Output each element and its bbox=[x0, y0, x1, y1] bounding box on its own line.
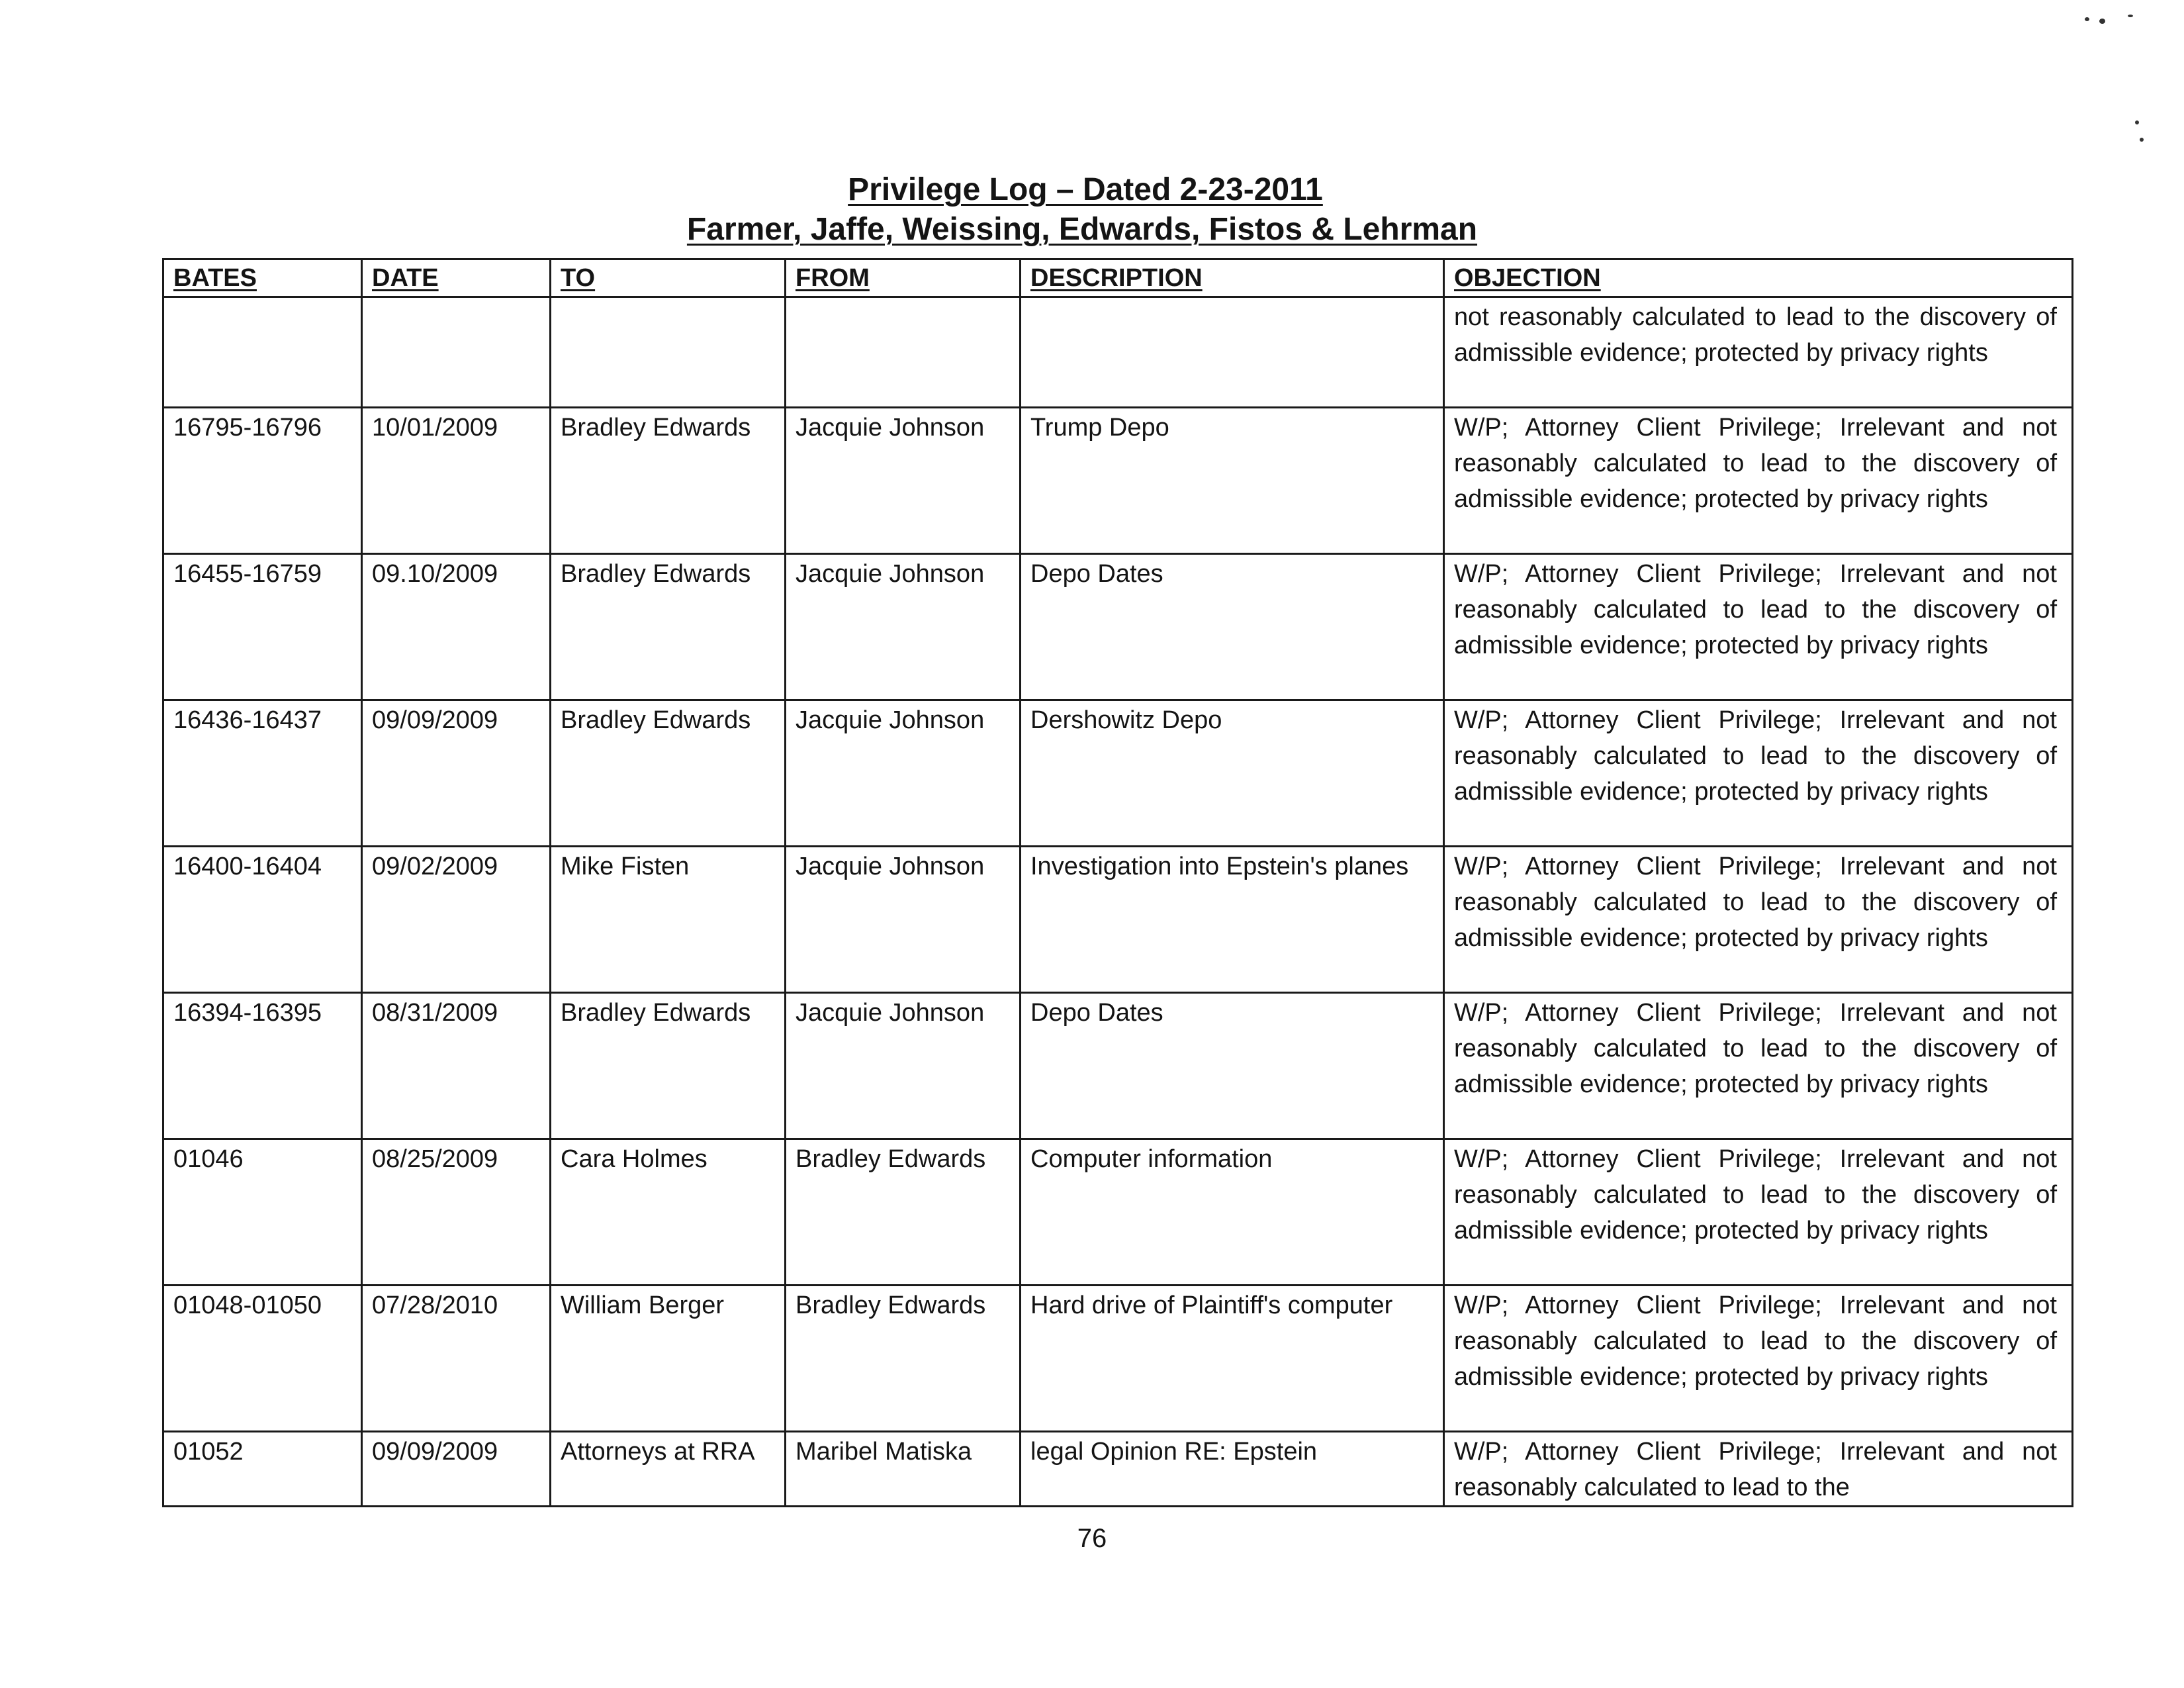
scan-speck bbox=[2128, 15, 2133, 17]
cell-bates: 16436-16437 bbox=[163, 700, 362, 847]
cell-description: Computer information bbox=[1021, 1139, 1444, 1286]
cell-bates: 01046 bbox=[163, 1139, 362, 1286]
cell-description: Investigation into Epstein's planes bbox=[1021, 847, 1444, 993]
column-header-objection: OBJECTION bbox=[1444, 259, 2073, 297]
cell-from: Bradley Edwards bbox=[786, 1286, 1021, 1432]
cell-to: William Berger bbox=[551, 1286, 786, 1432]
cell-from: Jacquie Johnson bbox=[786, 408, 1021, 554]
cell-date: 08/31/2009 bbox=[362, 993, 551, 1139]
page-number: 76 bbox=[1077, 1524, 1107, 1553]
scan-speck bbox=[2085, 17, 2089, 21]
cell-from bbox=[786, 297, 1021, 408]
cell-bates: 01048-01050 bbox=[163, 1286, 362, 1432]
cell-to: Mike Fisten bbox=[551, 847, 786, 993]
cell-to bbox=[551, 297, 786, 408]
cell-to: Attorneys at RRA bbox=[551, 1432, 786, 1507]
cell-objection: W/P; Attorney Client Privilege; Irrelevant and not reasonably calculated to lead to the discovery of admissible evidence; protected by privacy rights bbox=[1444, 847, 2073, 993]
cell-from: Jacquie Johnson bbox=[786, 847, 1021, 993]
table-row bbox=[163, 1139, 2073, 1286]
cell-description: Depo Dates bbox=[1021, 993, 1444, 1139]
table-row bbox=[163, 1432, 2073, 1507]
cell-bates: 16455-16759 bbox=[163, 554, 362, 700]
cell-objection: W/P; Attorney Client Privilege; Irrelevant and not reasonably calculated to lead to the discovery of admissible evidence; protected by privacy rights bbox=[1444, 1139, 2073, 1286]
cell-from: Jacquie Johnson bbox=[786, 554, 1021, 700]
scan-speck bbox=[2135, 120, 2139, 124]
cell-to: Cara Holmes bbox=[551, 1139, 786, 1286]
cell-bates: 16400-16404 bbox=[163, 847, 362, 993]
table-row bbox=[163, 1286, 2073, 1432]
cell-description: legal Opinion RE: Epstein bbox=[1021, 1432, 1444, 1507]
scan-speck bbox=[2099, 19, 2105, 24]
cell-date: 07/28/2010 bbox=[362, 1286, 551, 1432]
cell-description: Trump Depo bbox=[1021, 408, 1444, 554]
cell-date: 09/02/2009 bbox=[362, 847, 551, 993]
cell-objection: W/P; Attorney Client Privilege; Irrelevant and not reasonably calculated to lead to the discovery of admissible evidence; protected by privacy rights bbox=[1444, 1286, 2073, 1432]
table-row bbox=[163, 297, 2073, 408]
cell-description bbox=[1021, 297, 1444, 408]
cell-bates bbox=[163, 297, 362, 408]
cell-from: Bradley Edwards bbox=[786, 1139, 1021, 1286]
cell-objection: W/P; Attorney Client Privilege; Irrelevant and not reasonably calculated to lead to the discovery of admissible evidence; protected by privacy rights bbox=[1444, 993, 2073, 1139]
cell-date: 09/09/2009 bbox=[362, 1432, 551, 1507]
cell-from: Jacquie Johnson bbox=[786, 700, 1021, 847]
cell-from: Maribel Matiska bbox=[786, 1432, 1021, 1507]
column-header-from: FROM bbox=[786, 259, 1021, 297]
cell-date: 08/25/2009 bbox=[362, 1139, 551, 1286]
cell-bates: 01052 bbox=[163, 1432, 362, 1507]
cell-date bbox=[362, 297, 551, 408]
column-header-date: DATE bbox=[362, 259, 551, 297]
table-row bbox=[163, 408, 2073, 554]
cell-date: 10/01/2009 bbox=[362, 408, 551, 554]
cell-from: Jacquie Johnson bbox=[786, 993, 1021, 1139]
cell-to: Bradley Edwards bbox=[551, 408, 786, 554]
document-subtitle: Farmer, Jaffe, Weissing, Edwards, Fistos & Lehrman bbox=[686, 212, 1478, 247]
cell-objection: W/P; Attorney Client Privilege; Irrelevant and not reasonably calculated to lead to the discovery of admissible evidence; protected by privacy rights bbox=[1444, 554, 2073, 700]
table-row bbox=[163, 847, 2073, 993]
scan-speck bbox=[2140, 138, 2144, 142]
cell-objection: not reasonably calculated to lead to the discovery of admissible evidence; protected by privacy rights bbox=[1444, 297, 2073, 408]
cell-description: Depo Dates bbox=[1021, 554, 1444, 700]
cell-bates: 16795-16796 bbox=[163, 408, 362, 554]
column-header-bates: BATES bbox=[163, 259, 362, 297]
cell-date: 09.10/2009 bbox=[362, 554, 551, 700]
cell-objection: W/P; Attorney Client Privilege; Irrelevant and not reasonably calculated to lead to the bbox=[1444, 1432, 2073, 1507]
privilege-log-table bbox=[162, 258, 2073, 1507]
document-title: Privilege Log – Dated 2-23-2011 bbox=[848, 172, 1323, 207]
cell-to: Bradley Edwards bbox=[551, 700, 786, 847]
cell-description: Hard drive of Plaintiff's computer bbox=[1021, 1286, 1444, 1432]
cell-description: Dershowitz Depo bbox=[1021, 700, 1444, 847]
table-header-row bbox=[163, 259, 2073, 297]
cell-objection: W/P; Attorney Client Privilege; Irrelevant and not reasonably calculated to lead to the discovery of admissible evidence; protected by privacy rights bbox=[1444, 408, 2073, 554]
cell-objection: W/P; Attorney Client Privilege; Irrelevant and not reasonably calculated to lead to the discovery of admissible evidence; protected by privacy rights bbox=[1444, 700, 2073, 847]
table-row bbox=[163, 700, 2073, 847]
cell-date: 09/09/2009 bbox=[362, 700, 551, 847]
cell-to: Bradley Edwards bbox=[551, 993, 786, 1139]
column-header-description: DESCRIPTION bbox=[1021, 259, 1444, 297]
cell-bates: 16394-16395 bbox=[163, 993, 362, 1139]
column-header-to: TO bbox=[551, 259, 786, 297]
cell-to: Bradley Edwards bbox=[551, 554, 786, 700]
document-title-block bbox=[0, 171, 2184, 249]
table-row bbox=[163, 554, 2073, 700]
table-row bbox=[163, 993, 2073, 1139]
